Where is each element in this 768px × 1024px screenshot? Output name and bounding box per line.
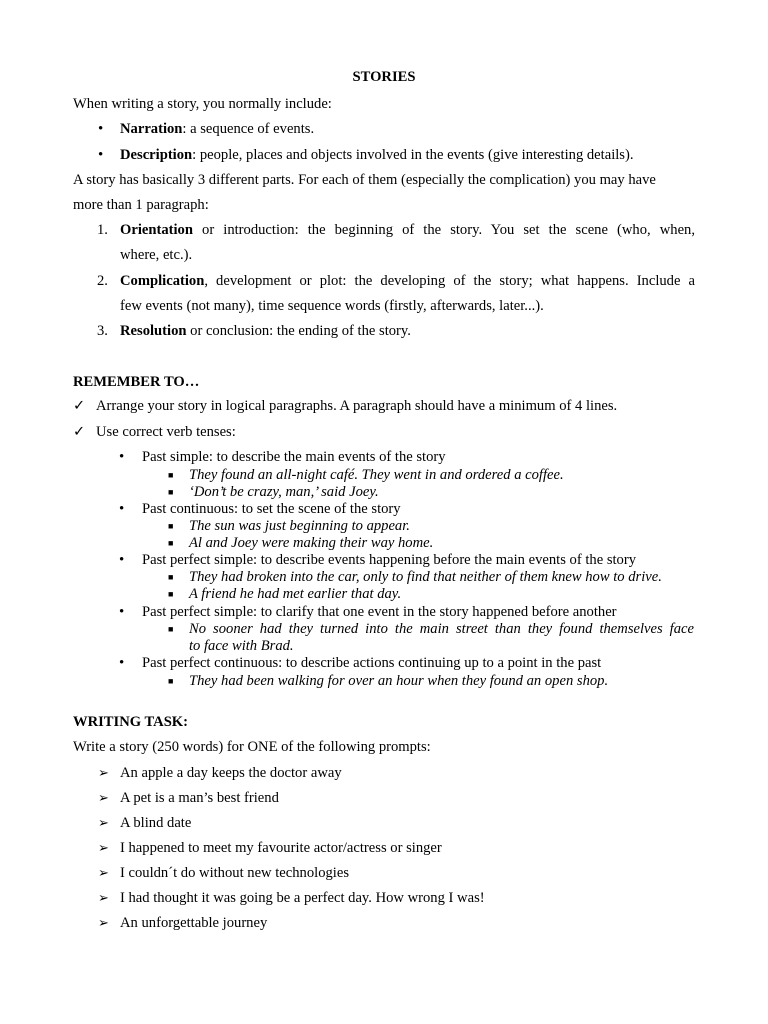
bullet-icon: • bbox=[119, 604, 125, 620]
bullet-icon: • bbox=[119, 449, 125, 465]
bullet-icon: • bbox=[119, 655, 125, 671]
tense-example: Al and Joey were making their way home. bbox=[189, 535, 434, 551]
term-narration: Narration bbox=[120, 121, 183, 137]
prompt-item: A pet is a man’s best friend bbox=[120, 790, 279, 806]
arrow-bullet-icon: ➢ bbox=[98, 865, 109, 880]
square-bullet-icon: ■ bbox=[168, 624, 174, 634]
list-number: 3. bbox=[97, 323, 108, 339]
prompt-item: An unforgettable journey bbox=[120, 915, 268, 931]
tense-label: Past simple: to describe the main events of the story bbox=[142, 449, 446, 465]
include-item-text: : a sequence of events. bbox=[182, 121, 315, 137]
part-text: or introduction: the beginning of the story. You set the scene (who, when, bbox=[192, 222, 695, 238]
page-title: STORIES bbox=[352, 69, 416, 85]
tense-example-continued: to face with Brad. bbox=[189, 638, 294, 654]
checkmark-icon: ✓ bbox=[73, 398, 86, 414]
remember-heading: REMEMBER TO… bbox=[73, 374, 200, 390]
task-heading: WRITING TASK: bbox=[73, 714, 189, 730]
tense-label: Past perfect simple: to clarify that one event in the story happened before another bbox=[142, 604, 617, 620]
bullet-icon: • bbox=[98, 121, 104, 137]
part-complication-line-1 bbox=[120, 272, 695, 290]
square-bullet-icon: ■ bbox=[168, 521, 174, 531]
tense-example: A friend he had met earlier that day. bbox=[189, 586, 402, 602]
bullet-icon: • bbox=[98, 147, 104, 163]
tense-example: ‘Don’t be crazy, man,’ said Joey. bbox=[189, 484, 379, 500]
square-bullet-icon: ■ bbox=[168, 572, 174, 582]
part-orientation-line-2: where, etc.). bbox=[120, 247, 193, 263]
intro-text: When writing a story, you normally include: bbox=[73, 96, 332, 112]
prompt-item: A blind date bbox=[120, 815, 192, 831]
tense-label: Past perfect continuous: to describe actions continuing up to a point in the past bbox=[142, 655, 602, 671]
arrow-bullet-icon: ➢ bbox=[98, 790, 109, 805]
square-bullet-icon: ■ bbox=[168, 470, 174, 480]
prompt-item: An apple a day keeps the doctor away bbox=[120, 765, 342, 781]
include-item-text: : people, places and objects involved in the events (give interesting details). bbox=[192, 147, 634, 163]
include-item-description bbox=[120, 146, 634, 164]
square-bullet-icon: ■ bbox=[168, 538, 174, 548]
tense-example: They had broken into the car, only to find that neither of them knew how to drive. bbox=[189, 569, 662, 585]
tense-example: They had been walking for over an hour when they found an open shop. bbox=[189, 673, 609, 689]
term-complication: Complication bbox=[120, 273, 205, 289]
parts-intro-line-1: A story has basically 3 different parts. For each of them (especially the complication) you may have bbox=[73, 172, 656, 188]
arrow-bullet-icon: ➢ bbox=[98, 815, 109, 830]
check-item: Use correct verb tenses: bbox=[96, 424, 236, 440]
tense-label: Past continuous: to set the scene of the story bbox=[142, 501, 401, 517]
term-description: Description bbox=[120, 147, 193, 163]
list-number: 2. bbox=[97, 273, 108, 289]
prompt-item: I happened to meet my favourite actor/actress or singer bbox=[120, 840, 442, 856]
bullet-icon: • bbox=[119, 552, 125, 568]
part-complication-line-2: few events (not many), time sequence words (firstly, afterwards, later...). bbox=[120, 298, 544, 314]
term-orientation: Orientation bbox=[120, 222, 193, 238]
prompt-item: I had thought it was going be a perfect day. How wrong I was! bbox=[120, 890, 485, 906]
parts-intro-line-2: more than 1 paragraph: bbox=[73, 197, 209, 213]
tense-example: They found an all-night café. They went in and ordered a coffee. bbox=[189, 467, 564, 483]
part-text: or conclusion: the ending of the story. bbox=[186, 323, 411, 339]
arrow-bullet-icon: ➢ bbox=[98, 890, 109, 905]
square-bullet-icon: ■ bbox=[168, 487, 174, 497]
checkmark-icon: ✓ bbox=[73, 424, 86, 440]
square-bullet-icon: ■ bbox=[168, 676, 174, 686]
check-item: Arrange your story in logical paragraphs. A paragraph should have a minimum of 4 lines. bbox=[96, 398, 618, 414]
include-item-narration bbox=[120, 120, 314, 138]
tense-label: Past perfect simple: to describe events happening before the main events of the story bbox=[142, 552, 637, 568]
tense-example: The sun was just beginning to appear. bbox=[189, 518, 410, 534]
arrow-bullet-icon: ➢ bbox=[98, 915, 109, 930]
arrow-bullet-icon: ➢ bbox=[98, 840, 109, 855]
part-text: , development or plot: the developing of the story; what happens. Include a bbox=[204, 273, 695, 289]
arrow-bullet-icon: ➢ bbox=[98, 765, 109, 780]
bullet-icon: • bbox=[119, 501, 125, 517]
prompt-item: I couldn´t do without new technologies bbox=[120, 865, 349, 881]
task-intro: Write a story (250 words) for ONE of the following prompts: bbox=[73, 739, 431, 755]
part-resolution-line-1 bbox=[120, 322, 411, 340]
term-resolution: Resolution bbox=[120, 323, 187, 339]
part-orientation-line-1 bbox=[120, 221, 695, 239]
tense-example: No sooner had they turned into the main street than they found themselves face bbox=[189, 621, 694, 637]
list-number: 1. bbox=[97, 222, 108, 238]
square-bullet-icon: ■ bbox=[168, 589, 174, 599]
